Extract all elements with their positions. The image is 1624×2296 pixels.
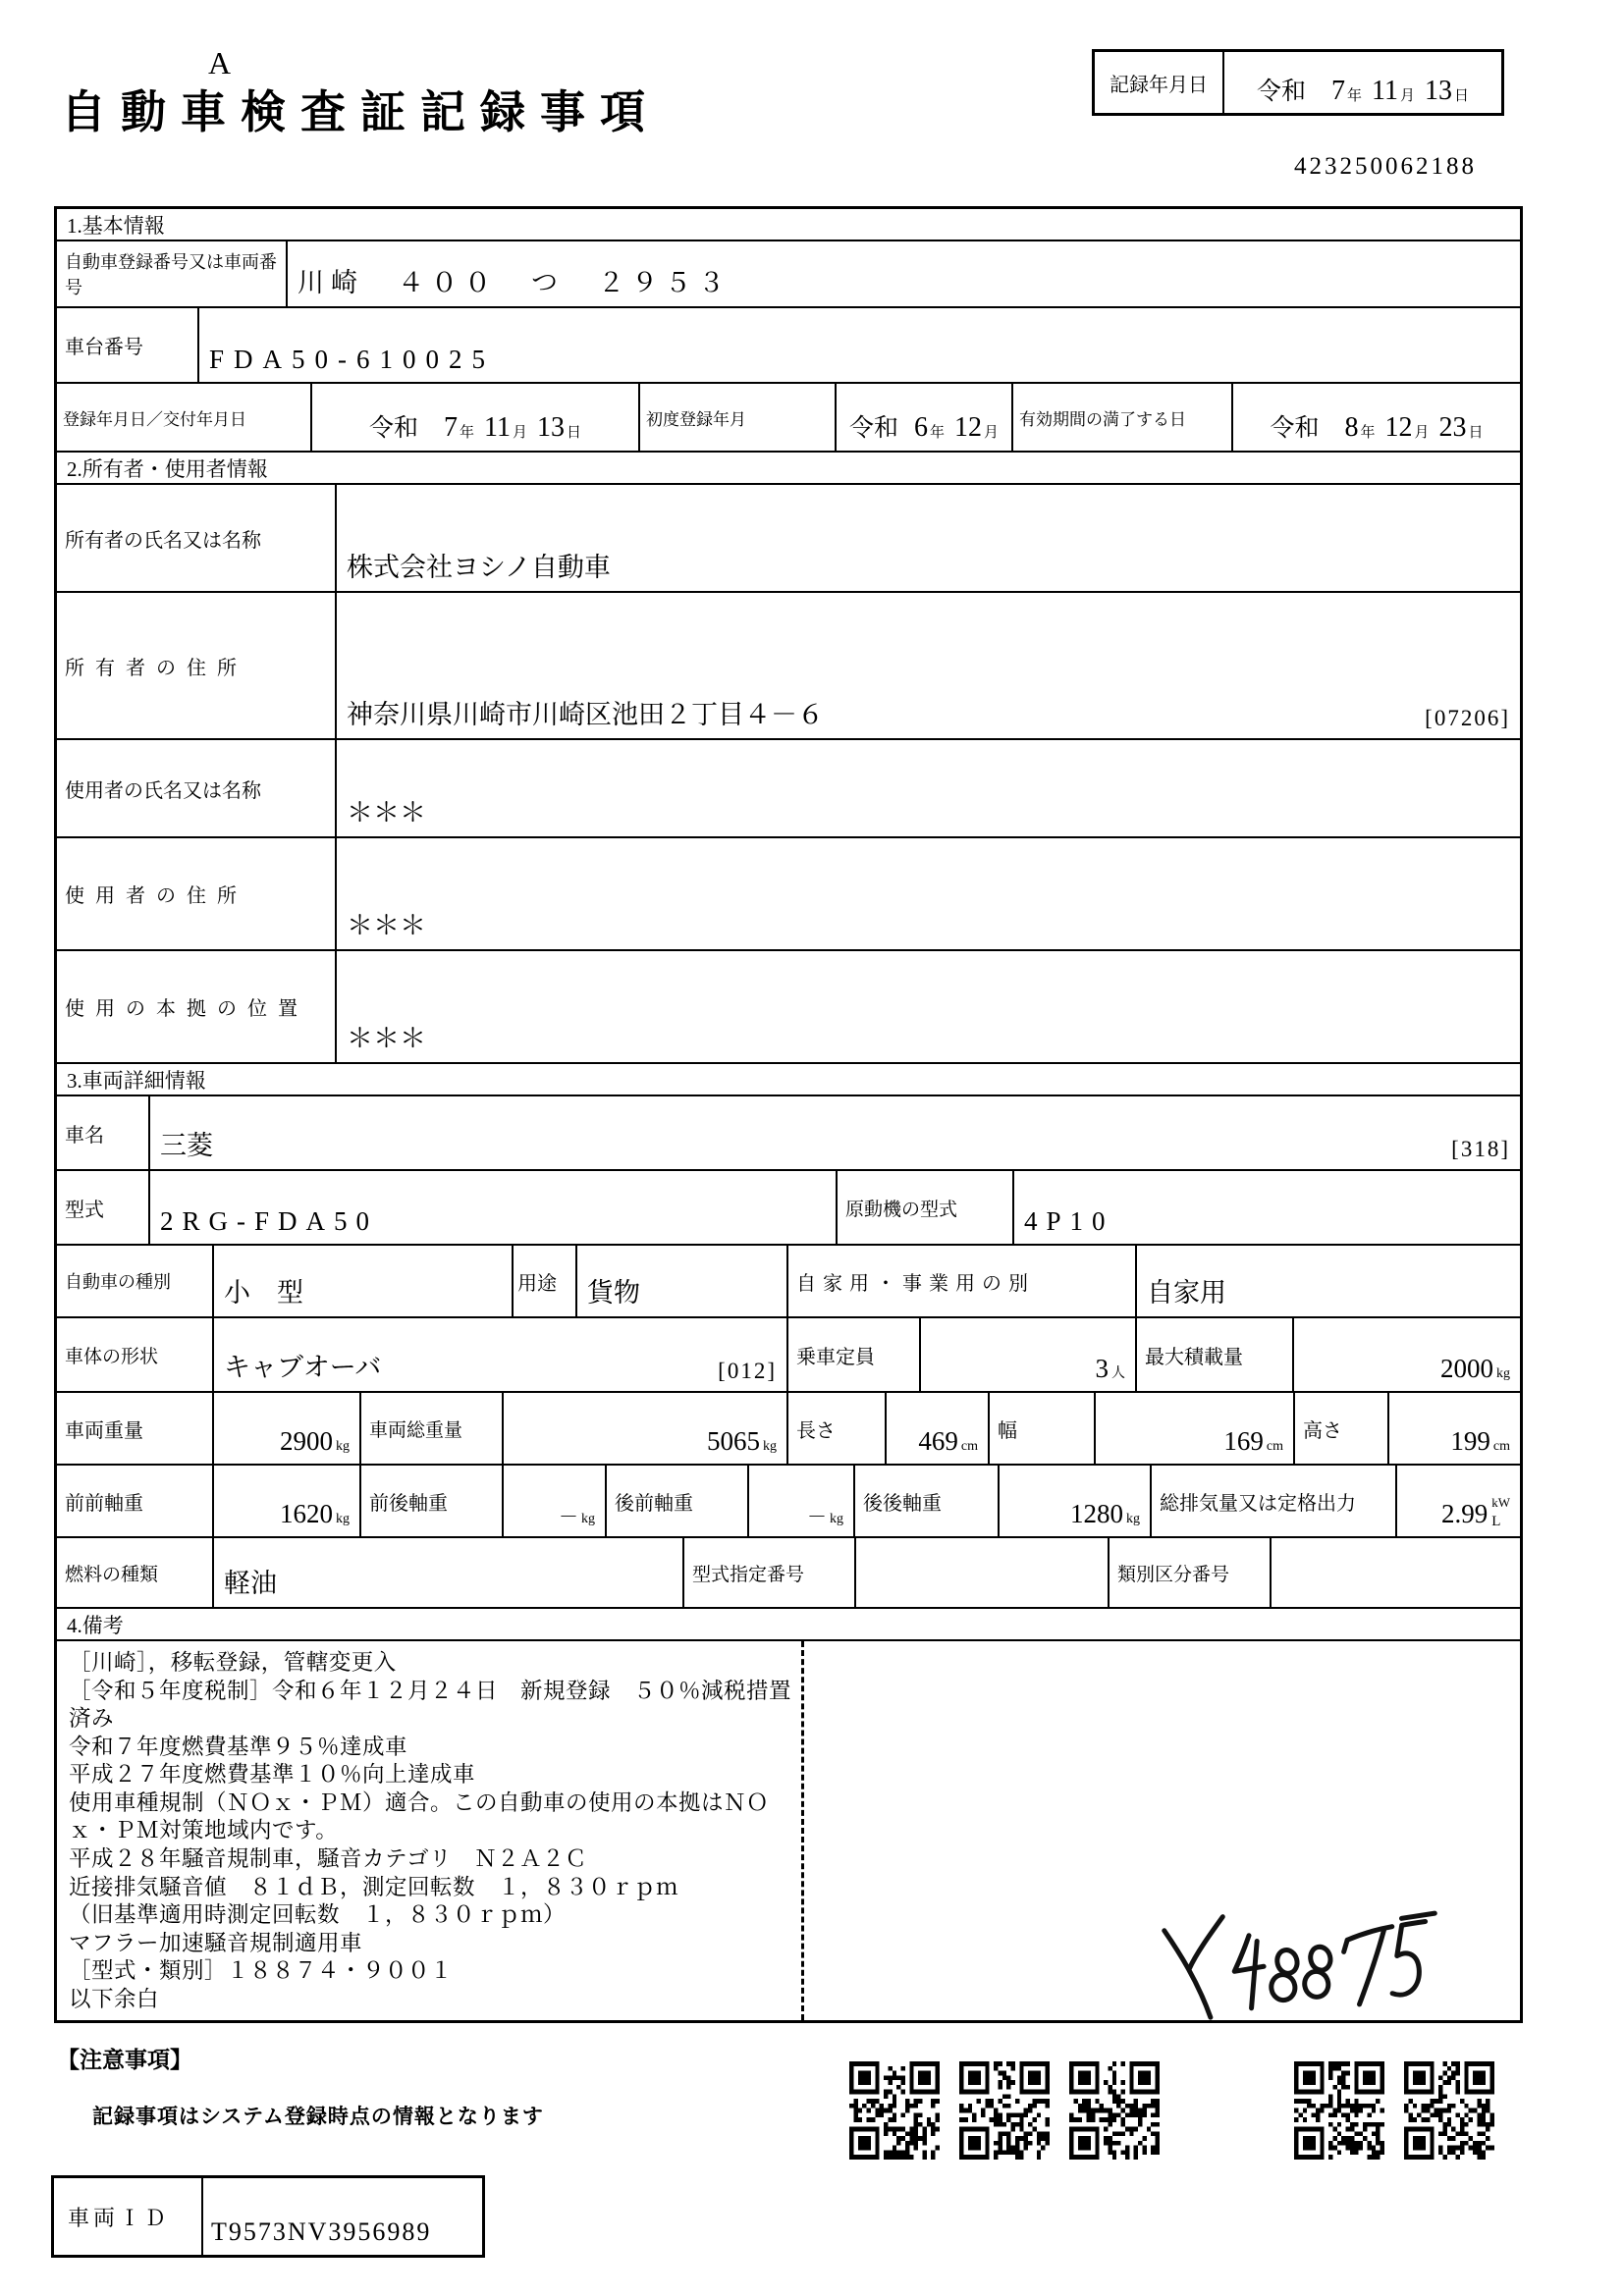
sheet-marker: A <box>208 45 232 80</box>
record-table <box>54 206 1523 2023</box>
table-row <box>57 1466 1520 1538</box>
remarks-divider <box>801 1641 804 2020</box>
user-name-value: ＊＊＊ <box>347 798 426 828</box>
table-row <box>57 1246 1520 1318</box>
section-heading-basic: 1.基本情報 <box>57 209 1520 241</box>
table-row <box>57 308 1520 384</box>
section-heading-owner: 2.所有者・使用者情報 <box>57 453 1520 485</box>
vehicle-id-value: T9573NV3956989 <box>211 2217 432 2246</box>
model-value: 2RG-FDA50 <box>150 1171 838 1244</box>
owner-address-code: [07206] <box>1425 706 1510 730</box>
axle-rr-value: 1280 kg <box>1000 1466 1152 1536</box>
table-row <box>57 593 1520 740</box>
class-number-label: 類別区分番号 <box>1110 1538 1272 1607</box>
notice-heading: 【注意事項】 <box>57 2047 192 2072</box>
recorded-date-label: 記録年月日 <box>1095 52 1224 113</box>
reg-date-label: 登録年月日／交付年月日 <box>57 384 312 451</box>
expiry-date-value: 令和 8 年 12 月 23 日 <box>1270 412 1484 443</box>
qr-code <box>1404 2061 1494 2160</box>
gross-weight-label: 車両総重量 <box>361 1393 504 1464</box>
table-row <box>57 1096 1520 1171</box>
table-row <box>57 485 1520 593</box>
axle-ff-value: 1620 kg <box>214 1466 361 1536</box>
max-load-value: 2000 kg <box>1440 1354 1510 1383</box>
document-number: 423250062188 <box>1294 153 1477 180</box>
height-value: 199 cm <box>1450 1426 1510 1456</box>
chassis-number-label: 車台番号 <box>57 308 199 382</box>
table-row <box>57 951 1520 1064</box>
table-row <box>57 1538 1520 1609</box>
max-load-label: 最大積載量 <box>1137 1318 1294 1391</box>
table-row <box>57 740 1520 838</box>
remarks-text: ［川崎］，移転登録，管轄変更入 ［令和５年度税制］令和６年１２月２４日 新規登録 ５０％減税措置済み 令和７年度燃費基準９５％達成車 平成２７年度燃費基準１０％向上達成車 使用車種規制（ＮＯｘ・ＰＭ）適合。この自動車の使用の本拠はＮＯｘ・ＰＭ対策地域内です。 平成２８年騒音規制車，騒音カテゴリ Ｎ２Ａ２Ｃ 近接排気騒音値 ８１ｄＢ，測定回転数 １，８３０ｒｐｍ （旧基準適用時測定回転数 １，８３０ｒｐｍ） マフラー加速騒音規制適用車 ［型式・類別］１８８７４・９００１ 以下余白 <box>69 1650 792 2011</box>
user-address-value: ＊＊＊ <box>347 911 426 940</box>
private-business-label: 自家用・事業用の別 <box>788 1246 1137 1316</box>
length-value: 469 cm <box>887 1393 990 1464</box>
recorded-date-value: 令和 7 年 11 月 13 日 <box>1256 76 1470 106</box>
qr-code <box>1294 2061 1384 2160</box>
page-title: 自動車検査証記録事項 <box>61 87 660 137</box>
owner-address-value: 神奈川県川崎市川崎区池田２丁目４－６ [07206] <box>347 700 1510 730</box>
first-reg-label: 初度登録年月 <box>640 384 837 451</box>
length-label: 長さ <box>788 1393 887 1464</box>
owner-name-value: 株式会社ヨシノ自動車 <box>347 553 611 582</box>
first-reg-value: 令和 6 年 12 月 <box>837 384 1013 451</box>
reg-number-label: 自動車登録番号又は車両番号 <box>57 241 288 306</box>
remarks-box <box>57 1641 1520 2020</box>
user-name-label: 使用者の氏名又は名称 <box>57 740 337 836</box>
vehicle-id-label: 車両ＩＤ <box>54 2178 203 2255</box>
section-heading-vehicle: 3.車両詳細情報 <box>57 1064 1520 1096</box>
private-business-value: 自家用 <box>1147 1278 1226 1308</box>
owner-address-label: 所有者の住所 <box>57 593 337 738</box>
base-location-label: 使用の本拠の位置 <box>57 951 337 1062</box>
axle-rr-label: 後後軸重 <box>855 1466 1000 1536</box>
table-row <box>57 1318 1520 1393</box>
capacity-value: 3 人 <box>921 1318 1137 1391</box>
capacity-label: 乗車定員 <box>788 1318 921 1391</box>
base-location-value: ＊＊＊ <box>347 1024 426 1053</box>
axle-rf-value: － kg <box>749 1466 855 1536</box>
gross-weight-value: 5065 kg <box>504 1393 788 1464</box>
use-value: 貨物 <box>577 1246 788 1316</box>
vehicle-id-box <box>51 2175 485 2258</box>
axle-fr-value: － kg <box>504 1466 607 1536</box>
width-label: 幅 <box>990 1393 1096 1464</box>
type-designation-value <box>856 1538 1110 1607</box>
notice-text: 記録事項はシステム登録時点の情報となります <box>92 2106 544 2128</box>
displacement-value: 2.99 kW L <box>1440 1495 1510 1529</box>
body-shape-label: 車体の形状 <box>57 1318 214 1391</box>
engine-model-label: 原動機の型式 <box>838 1171 1014 1244</box>
table-row <box>57 241 1520 308</box>
width-value: 169 cm <box>1096 1393 1295 1464</box>
qr-code <box>959 2061 1050 2160</box>
category-value: 小 型 <box>214 1246 514 1316</box>
displacement-label: 総排気量又は定格出力 <box>1152 1466 1397 1536</box>
fuel-value: 軽油 <box>214 1538 684 1607</box>
qr-code <box>849 2061 940 2160</box>
axle-fr-label: 前後軸重 <box>361 1466 504 1536</box>
car-name-value: 三菱 [318] <box>160 1131 1510 1161</box>
table-row <box>57 1393 1520 1466</box>
car-name-code: [318] <box>1451 1137 1510 1161</box>
weight-value: 2900 kg <box>214 1393 361 1464</box>
model-label: 型式 <box>57 1171 150 1244</box>
engine-model-value: 4P10 <box>1024 1206 1114 1236</box>
owner-name-label: 所有者の氏名又は名称 <box>57 485 337 591</box>
category-label: 自動車の種別 <box>57 1246 214 1316</box>
table-row <box>57 838 1520 951</box>
body-shape-value: キャブオーバ [012] <box>214 1318 788 1391</box>
chassis-number-value: FDA50-610025 <box>209 345 496 374</box>
fuel-label: 燃料の種類 <box>57 1538 214 1607</box>
weight-label: 車両重量 <box>57 1393 214 1464</box>
recorded-date-box <box>1092 49 1504 116</box>
handwritten-number <box>1145 1899 1453 2028</box>
user-address-label: 使用者の住所 <box>57 838 337 949</box>
expiry-date-label: 有効期間の満了する日 <box>1013 384 1233 451</box>
car-name-label: 車名 <box>57 1096 150 1169</box>
section-heading-remarks: 4.備考 <box>57 1609 1520 1641</box>
body-shape-code: [012] <box>718 1359 777 1383</box>
height-label: 高さ <box>1295 1393 1389 1464</box>
use-label: 用途 <box>514 1246 577 1316</box>
axle-ff-label: 前前軸重 <box>57 1466 214 1536</box>
handwritten-number-strokes <box>1145 1899 1453 2028</box>
table-row <box>57 1171 1520 1246</box>
reg-date-value: 令和 7 年 11 月 13 日 <box>312 384 640 451</box>
qr-code <box>1069 2061 1160 2160</box>
axle-rf-label: 後前軸重 <box>607 1466 749 1536</box>
table-row <box>57 384 1520 453</box>
type-designation-label: 型式指定番号 <box>684 1538 856 1607</box>
reg-number-value: 川崎 ４００ つ ２９５３ <box>298 268 731 297</box>
class-number-value <box>1272 1538 1520 1607</box>
